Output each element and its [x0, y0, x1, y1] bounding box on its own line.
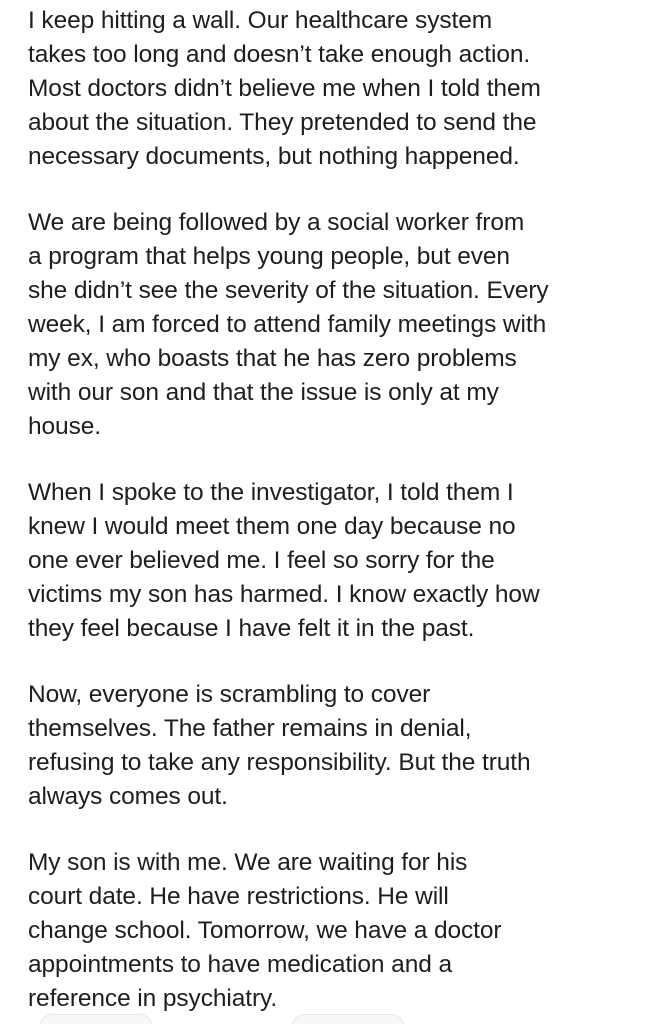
- reactions-bar: [40, 1014, 404, 1024]
- post-paragraph-investigator: When I spoke to the investigator, I told them I knew I would meet them one day because no one ever believed me. I feel so sorry for the victims my son has harmed. I know exactly how they feel because I have felt it in the past.: [28, 479, 540, 642]
- reaction-button[interactable]: [292, 1014, 404, 1024]
- post-paragraph-healthcare: I keep hitting a wall. Our healthcare system takes too long and doesn’t take enough action. Most doctors didn’t believe me when I told them about the situation. They pretended to send the necessary documents, but nothing happened.: [28, 7, 541, 170]
- reaction-button[interactable]: [40, 1014, 152, 1024]
- post-paragraph-court-date: My son is with me. We are waiting for his court date. He have restrictions. He will change school. Tomorrow, we have a doctor appointments to have medication and a reference in psychiatry.: [28, 849, 502, 1012]
- post-body: [28, 4, 653, 1024]
- post-paragraph-denial: Now, everyone is scrambling to cover themselves. The father remains in denial, refusing to take any responsibility. But the truth always comes out.: [28, 681, 531, 810]
- post-paragraph-social-worker: We are being followed by a social worker from a program that helps young people, but even she didn’t see the severity of the situation. Every week, I am forced to attend family meetings with my ex, who boasts that he has zero problems with our son and that the issue is only at my house.: [28, 209, 549, 440]
